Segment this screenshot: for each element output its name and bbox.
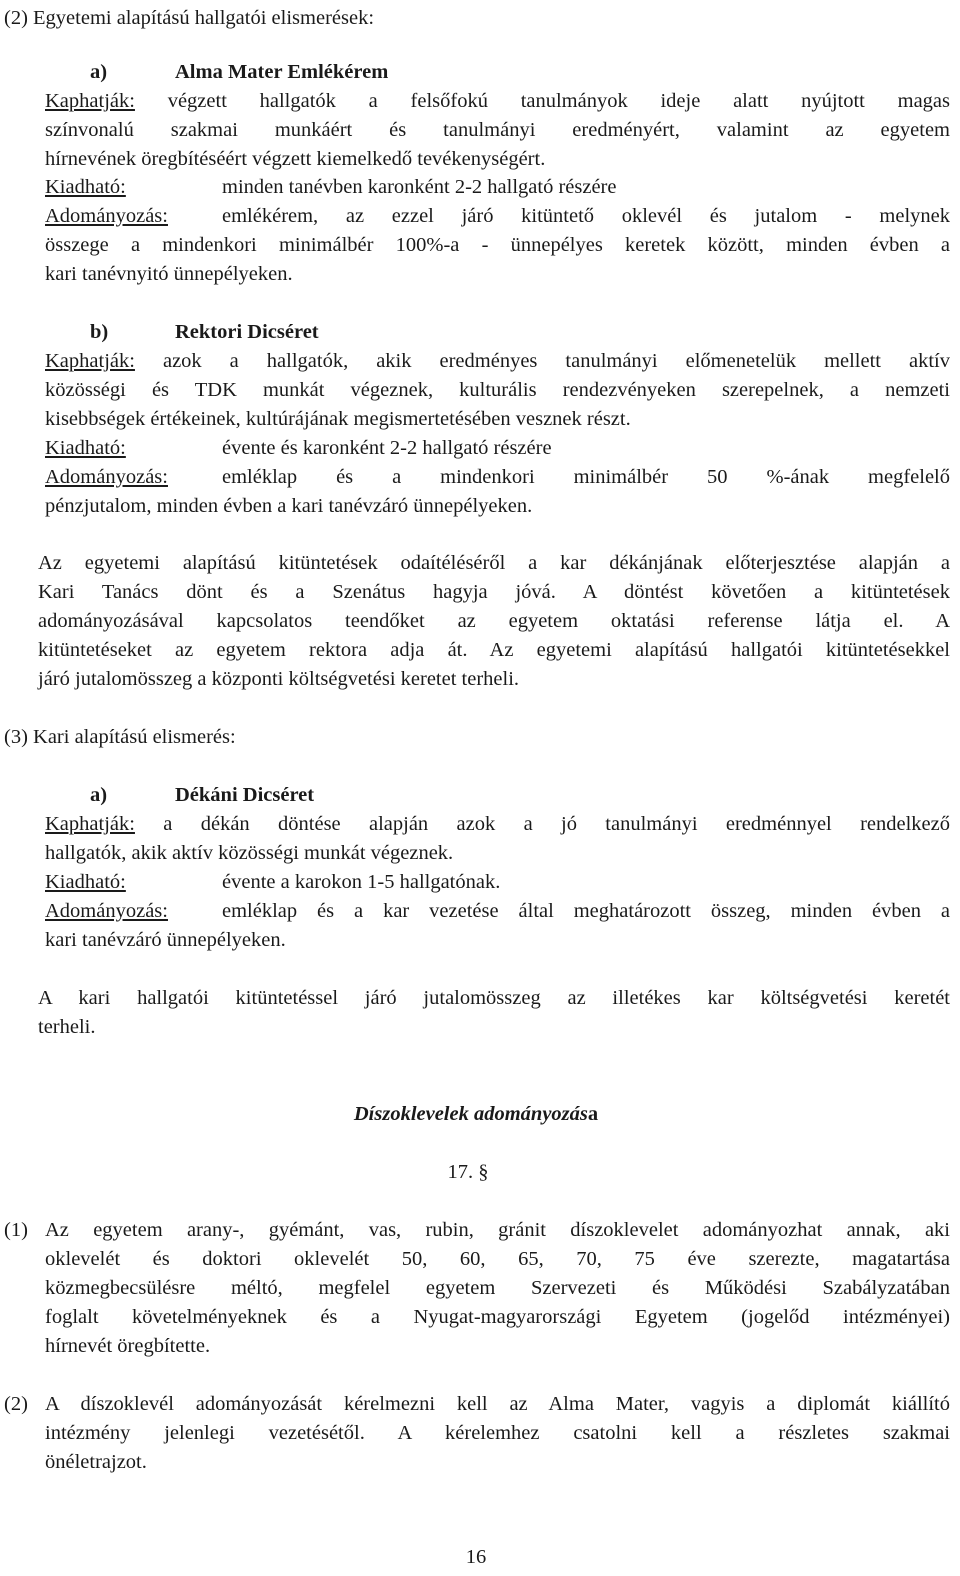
adomany-label: Adományozás:: [45, 900, 168, 922]
rektori-adomany-line1: emléklap és a mindenkori minimálbér 50 %-ának megfelelő: [222, 466, 950, 488]
kiadhato-label: Kiadható:: [45, 437, 126, 459]
kaphatjak-text: azok a hallgatók, akik eredményes tanulmányi előmenetelük mellett aktív: [162, 350, 950, 372]
adomany-label: Adományozás:: [45, 466, 168, 488]
section-2-heading: (2) Egyetemi alapítású hallgatói elismerések:: [4, 7, 375, 29]
alma-mater-adomany-line3: kari tanévnyitó ünnepélyeken.: [45, 263, 293, 285]
kaphatjak-text: végzett hallgatók a felsőfokú tanulmányok ideje alatt nyújtott magas: [167, 90, 950, 112]
diszoklevel-title-main: Díszoklevelek adományozás: [353, 1103, 588, 1125]
rektori-title: Rektori Dicséret: [175, 321, 319, 343]
alma-mater-adomany-line2: összege a mindenkori minimálbér 100%-a - ünnepélyes keretek között, minden évben a: [45, 234, 950, 256]
item-b-marker: b): [90, 321, 109, 343]
item-a-marker: a): [90, 61, 108, 83]
alma-mater-kaphatjak-line3: hírnevének öregbítéséért végzett kiemelkedő tevékenységért.: [45, 148, 546, 170]
diszoklevel-p2-number: (2): [4, 1393, 28, 1415]
dekani-kiadhato-text: évente a karokon 1-5 hallgatónak.: [222, 871, 501, 893]
dekani-kiadhato-label: [45, 868, 126, 896]
rektori-kaphatjak-line1: [45, 347, 950, 375]
section-3-heading: (3) Kari alapítású elismerés:: [4, 726, 236, 748]
s2-para-line5: járó jutalomösszeg a központi költségvetési keretet terheli.: [38, 668, 520, 690]
s2-para-line2: Kari Tanács dönt és a Szenátus hagyja jóvá. A döntést követően a kitüntetések: [38, 581, 950, 603]
diszoklevel-p1-line2: oklevelét és doktori oklevelét 50, 60, 65, 70, 75 éve szerezte, magatartása: [45, 1248, 950, 1270]
page-number: 16: [465, 1546, 487, 1568]
dekani-kaphatjak-line2: hallgatók, akik aktív közösségi munkát végeznek.: [45, 842, 454, 864]
diszoklevel-p1-line5: hírnevét öregbítette.: [45, 1335, 211, 1357]
diszoklevel-p2-line2: intézmény jelenlegi vezetésétől. A kérelemhez csatolni kell a részletes szakmai: [45, 1422, 950, 1444]
diszoklevel-p2-line1: A díszoklevél adományozását kérelmezni kell az Alma Mater, vagyis a diplomát kiállító: [45, 1393, 950, 1415]
rektori-kaphatjak-line3: kisebbségek értékeinek, kultúrájának megismertetésében vesznek részt.: [45, 408, 631, 430]
dekani-kaphatjak-line1: [45, 810, 950, 838]
dekani-adomany-label: [45, 897, 168, 925]
alma-mater-kaphatjak-line1: [45, 87, 950, 115]
paragraph-number: 17. §: [447, 1161, 489, 1183]
kaphatjak-label: Kaphatják:: [45, 350, 135, 372]
rektori-adomany-label: [45, 463, 168, 491]
rektori-kaphatjak-line2: közösségi és TDK munkát végeznek, kulturális rendezvényeken szerepelnek, a nemzeti: [45, 379, 950, 401]
alma-mater-kiadhato-label: [45, 173, 126, 201]
alma-mater-adomany-line1: emlékérem, az ezzel járó kitüntető oklevél és jutalom - melynek: [222, 205, 950, 227]
s3-para-line1: A kari hallgatói kitüntetéssel járó jutalomösszeg az illetékes kar költségvetési keretét: [38, 987, 950, 1009]
diszoklevel-p1-line1: Az egyetem arany-, gyémánt, vas, rubin, gránit díszoklevelet adományozhat annak, aki: [45, 1219, 950, 1241]
diszoklevel-p1-number: (1): [4, 1219, 28, 1241]
adomany-label: Adományozás:: [45, 205, 168, 227]
alma-mater-kiadhato-text: minden tanévben karonként 2-2 hallgató részére: [222, 176, 617, 198]
s2-para-line1: Az egyetemi alapítású kitüntetések odaítéléséről a kar dékánjának előterjesztése alapján a: [38, 552, 950, 574]
alma-mater-title: Alma Mater Emlékérem: [175, 61, 389, 83]
kaphatjak-label: Kaphatják:: [45, 90, 135, 112]
alma-mater-adomany-label: [45, 202, 168, 230]
rektori-kiadhato-label: [45, 434, 126, 462]
dekani-adomany-line1: emléklap és a kar vezetése által meghatározott összeg, minden évben a: [222, 900, 950, 922]
s2-para-line4: kitüntetéseket az egyetem rektora adja át. Az egyetemi alapítású hallgatói kitüntetésekkel: [38, 639, 950, 661]
dekani-title: Dékáni Dicséret: [175, 784, 315, 806]
kiadhato-label: Kiadható:: [45, 176, 126, 198]
item-a-marker: a): [90, 784, 108, 806]
diszoklevel-title-tail: a: [587, 1103, 599, 1125]
kaphatjak-label: Kaphatják:: [45, 813, 135, 835]
diszoklevel-title: [0, 1100, 952, 1128]
alma-mater-kaphatjak-line2: színvonalú szakmai munkáért és tanulmányi eredményért, valamint az egyetem: [45, 119, 950, 141]
diszoklevel-p2-line3: önéletrajzot.: [45, 1451, 147, 1473]
s3-para-line2: terheli.: [38, 1016, 96, 1038]
kaphatjak-text: a dékán döntése alapján azok a jó tanulmányi eredménnyel rendelkező: [163, 813, 950, 835]
diszoklevel-p1-line3: közmegbecsülésre méltó, megfelel egyetem Szervezeti és Működési Szabályzatában: [45, 1277, 950, 1299]
rektori-adomany-line2: pénzjutalom, minden évben a kari tanévzáró ünnepélyeken.: [45, 495, 533, 517]
rektori-kiadhato-text: évente és karonként 2-2 hallgató részére: [222, 437, 552, 459]
s2-para-line3: adományozásával kapcsolatos teendőket az egyetem oktatási referense látja el. A: [38, 610, 950, 632]
diszoklevel-p1-line4: foglalt követelményeknek és a Nyugat-magyarországi Egyetem (jogelőd intézményei): [45, 1306, 950, 1328]
dekani-adomany-line2: kari tanévzáró ünnepélyeken.: [45, 929, 286, 951]
kiadhato-label: Kiadható:: [45, 871, 126, 893]
